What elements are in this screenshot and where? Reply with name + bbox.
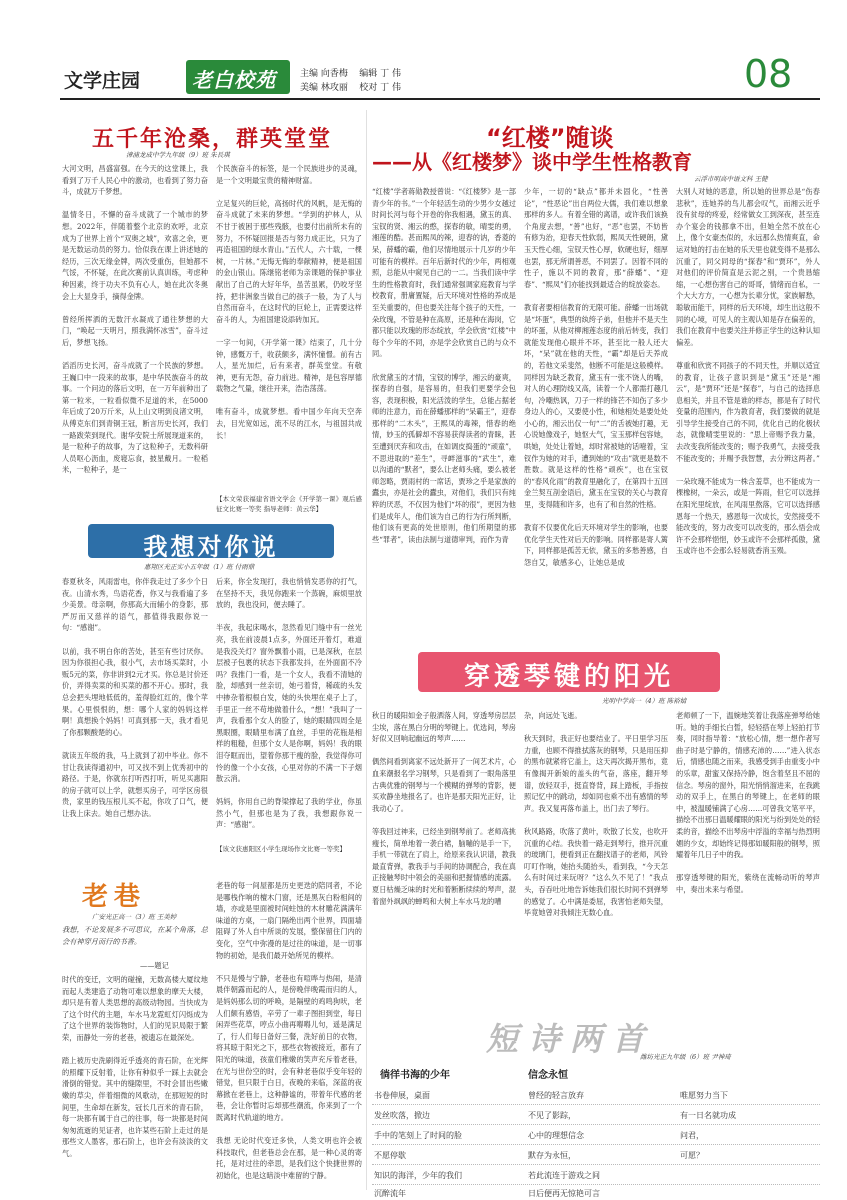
poem-divider (372, 1164, 820, 1165)
poem2-cont-line-2: 有一日名就功成 (680, 1111, 736, 1120)
masthead-logo (186, 60, 290, 94)
poem2-line-1: 曾经的轻言放弃 (528, 1091, 584, 1100)
poem2-line-5: 若此流连于游戏之间 (528, 1171, 600, 1180)
article4-col1: 时代的变迁，文明的碰撞，无数高楼大厦纹地而起人类建造了动物可难以想象的摩天大楼，却只是有着人类思想的高级动物园。当快成为了这个时代的主题，车水马龙霓虹灯闪烁成为了这个世界的装饰物时，人们的见识局限于繁荣，而静处一旁的老巷，被遗忘在最深处。 踏上被历史洗刷得近乎透亮的青石阶，在光辉的照耀下反射着，让你有种似乎一踩上去就会滑倒的错觉。其中的缝隙里，不时会冒出些嫩嫩的草尖，伴着细微的风歌动，在那短短的时间里，生命却在新发，冠长几百米的青石阶，每一块都有属于自己的往事，每一块都是时间匆匆流逝的见证者，也许某些石阶上走过的是那些文人墨客，那石阶上，也许会有淡淡的文气。 (62, 975, 208, 1158)
poem-divider (372, 1184, 820, 1185)
poem1-line-4: 不愿停歇 (374, 1151, 406, 1160)
poem2-cont-line-4: 可愿？ (680, 1151, 704, 1160)
article5-byline: 光明中学高一（4）班 陈裕婧 (602, 697, 687, 705)
article2-col2: 少年，一切的“缺点”都并未固化，“性善论”，“性恶论”出自两位大儒，我们难以想象那样的多人。有着全错的离谱，或许我们该换个角度去想，“善”也好，“恶”也罢，不妨皆有修为治，迎春天性软弱，熙凤天性硬朗，黛玉天性心细，宝钗天性心厚，软硬也好，细厚也罢，那无所谓善恶，不同罢了。因着不同的性子，施以不同的教育，那“薛蟠”、“迎春”、“熙凤”们亦能找到最适合的绽放姿态。 教育者要相信教育的无限可能。薛蟠一出场就是“坏蛋”，典型的纨绔子弟，但他并不是天生的坏蛋，从他对柳湘莲态度的前后转变，我们就能发现他心眼并不坏，甚至比一般人还大坏，“呆”就在他的天性，“霸”却是后天养成的，若他文采斐然，他断不可能是这般模样。同样因为缺乏教育，黛玉有一张不饶人的嘴，对人的心理防线又高，读着一个人都需打趣几句，冷嘲热讽，刀子一样的锋芒不知伤了多少身边人的心，又要使小性，和她相处是要处处小心的，湘云出仅一句“二”的舌被她打趣，无心说她像戏子，她怄大气，宝玉那样包容她，哄她，处处让着她，却时常被她的话噎着，宝钗作为她的对手，遭到她的“攻击”就更是数不胜数。就是这样的性格“顽疾”，也在宝钗的“春风化雨”的教育里融化了，在第四十五回金兰契互剖金语后，黛玉在宝钗的关心与教育里，变得随和许多，也有了和自然的性格。 教育不仅要优化后天环境对学生的影响，也要优化学生天性对后天的影响。同样都是寄人篱下，同样都是孤苦无依，黛玉的多愁善感，自怨自艾，敏感多心，让她总是成 (524, 187, 668, 567)
logo-text: 老白校苑 (192, 68, 276, 92)
article4-epigraph: 我想，不论发展多不可思议，在某个角落，总会有神穿月而行的书香。 (62, 925, 208, 946)
article2-col3: 大别人对她的恶意，所以她的世界总是“伤春悲秋”，连她养的鸟儿都会叹气，而湘云近乎没有贫母的疼爱，经常做女工到深夜，甚至连办个宴会的钱都拿不出，但她全然不放在心上，像个女豪杰似的，永远那么热情爽直，命运对她的打击在她的乐天里也就变得不是那么沉重了，同父同母的“探春”和“贾环”，外人对他们的评价简直是云泥之别，一个贵恳缩缩，一心想伤害自己的哥哥，情绪而自私，一个大大方方，一心想为长辈分忧，家族解愁，聪敏而能干，同样的后天环境，却生出这般不同的心境，可见人的主观认知是存在偏差的，我们在教育中也要关注并修正学生的这种认知偏差。 尊重和欣赏不同孩子的不同天性，并顺以适宜的教育，让孩子意识到是“黛玉”还是“湘云”，是“贾环”还是“探春”，与自己的选择息息相关，并且不管是谁的样态，都是有了时代变量的范围内，作为教育者，我们要做的就是引导学生接受自己的不同，优化自己的化极状态，就像晴雯里说的：“思上帝赐予我力量，去改变我所能改变的；赐予我勇气，去接受我不能改变的；并赐予我智慧，去分辨这两者。” 一朵玫瑰不能成为一株含羞草，也不能成为一棵橡树，一朵云，或是一阵雨，但它可以选择在阳光里绽放，在风雨里熬落，它可以选择感恩每一个热天，感恩每一次成长，安然接受不能改变的，努力改变可以改变的，那么悟会成许不会那样悒悒，妙玉或许不会那样孤傲，黛玉或许也不会那么轻易就香消玉殒。 (676, 187, 820, 556)
poem1-line-3: 手中的笔刻上了时间的脸 (374, 1131, 462, 1140)
poem1-title: 徜徉书海的少年 (380, 1070, 450, 1081)
article5-title: 穿透琴键的阳光 (463, 662, 674, 692)
poem2-line-6: 日后便再无惊艳可言 (528, 1189, 600, 1198)
article5-col1: 秋日的暖阳如金子般洒落人间，穿透琴房层层尘埃，落在黑白分明的琴键上。优选间，琴房好似又回响起幽远的琴声…… 偶然间看到离家不远处新开了一间艺术片，心血来潮报名学习钢琴，只是看到了一眼角落里古典优雅的钢琴与一个模糊的弹琴的背影，便买欢静坐地报名了。也许是那天阳光正好，让我动心了。 等我回过神来，已经坐到钢琴前了。老师高挑瘦长，简单地着一袭白裙，脑嘣的是手一下，手机一带就在了肩上，给原来我认识谱，教我最直背弹，教我手与手间的协调配合，我在真正接触琴时中领会的美丽和把握情感的流露。夏日枯燥乏味的时光和着断断续续的琴声，混着窗外飒飒的蝉鸣和大树上车水马龙的嘈 (372, 711, 516, 906)
poem1-line-1: 书卷伸展，桌面 (374, 1091, 430, 1100)
article3-comment: 【该文获惠阳区小学生现场作文比赛一等奖】 (216, 845, 346, 853)
section-label: 文学庄园 (64, 70, 141, 92)
article4-title: 老巷 (82, 882, 147, 912)
article3-col1: 春夏秋冬，风雨雷电，你伴我走过了多少个日夜。山清水秀，鸟语花香，你又与我看遍了多少美景。母亲啊，你那高大而辅小的身影，那严厉而又慈祥的语气，都值得我跟你说一句：“感谢”。 以前，我不明白你的苦处，甚至有些讨厌你。因为你很担心我，很小气，去市场买菜时，小贩5元的菜，你非讲到2元才买。你总是讨价还价，弄得卖菜的和买菜的都不开心。那时，我总会把头埋地低低的，羞得脸红红的，像个苹果。心里恨恨的，想：哪个人家的妈妈这样啊！真想换个妈妈！可真到那一天，我才看见了你那颗酸楚的心。 就读五年级的我，马上就到了初中毕业。你不甘让我读得通初中，可又找不到上优秀初中的路径。于是，你就东打听西打听，听见买惠阳的房子就可以上学，就想买房子，可学区房很贵，家里的钱压根儿买不起，你攻了口气，便让我上床去。她自己想办法。 (62, 577, 208, 818)
column-divider (366, 110, 367, 1190)
article1-byline: 漳浦龙成中学九年级（9）班 朱長琪 (126, 151, 230, 159)
article3-col2: 后来，你全发现打，我也悄悄发恶你的打气，在坚持不天，我见你跑来一个蒸碗，麻烦里放放的，我也没问，便去睡了。 半夜，我起床喝水，忽然看见门缝中有一丝光亮，我在前凌晨1点多，外面还开着灯，难道是我没关灯？窗外飘着小雨，已是深秋，在层层被子包裹的状态下我都发抖，在外面面不冷吗？我推门一看，是一个女人，我看不清她的脸，却感到一丝亲切，她弓着背，稀疏的头发中掺杂着根根白发，她的头快埋在桌子上了，手里正一丝不苟地做着什么，“想！”我叫了一声，我看那个女人的脸了，她的眼睛四周全是黑眼圈，眼睛里布满了血丝，手里的花瓶是相样的粗糙，但那个女人是你啊，妈妈！我的眼泪夺眶而出，望着你那干瘦的脸，我觉得你可怜的像一个小女孩，心里对你的不满一下子烟散云消。 妈妈，你用自己的脊梁撑起了我的学业，你虽然小气，但那也是为了我，我想跟你说一声：“感谢”。 (216, 577, 362, 830)
article4-col2: 老巷的每一间屋都是历史更迭的陪同者，不论是哪栈作响的檀木门窗，还是黑灰白粉相间的墙，亦或是里面被时间蛀蚀的木材雕花满满年味道的方桌，一扇门隔绝出两个世界，四面墙阻碍了外人自中所谈的发展，整保留住门内的变化，空气中弥漫的是过往的味道，是一切事物的初始，是我们最开始所见的模样。 不只是慢与宁静，老巷也有喧哗与热闹，是清晨伴朝露而起的人，是傍晚伴晚霞而归的人，是妈妈那么切的呼唤，是隔壁的鸡鸣狗吠，老人们颇有感悟，辛劳了一辈子图担到堂，每日闲弄些花草，哼点小曲再嘚嘚儿句，遥是满足了，行人们每日备好三餐，洗好前日的衣物，将其晾于阳光之下，那些衣物被接近，都有了阳光的味道，孩童们稚嫩的笑声充斥着老巷，在光与世份空的时，会有种老巷似乎变年轻的错觉，但只限于白日，夜晚的来临，深蓝的夜幕掀在老巷上，这种静谧的，带着年代感的老巷，会让你暂时忘却那些潮流，你来到了一个既离时代轨道的地方。 我想 无论时代变迁多快，人类文明也许会被科技取代，但老巷总会在那，是一种心灵的寄托，是对过往的牵思，是我们这个快捷世界的初始化，也是这暗淡中难留的宁静。 (216, 881, 362, 1180)
article6-title: 短诗两首 (486, 1020, 655, 1058)
article1-comment: 【本文荣获福建省语文学会《开学第一课》观后感征文比赛一等奖 指导老师：黄云华】 (216, 495, 362, 513)
article4-byline: 广安光正高一（3）班 王美婷 (92, 913, 177, 921)
poem1-line-5: 知识的海洋，少年的我们 (374, 1171, 462, 1180)
poem2-line-3: 心中的理想信念 (528, 1131, 584, 1140)
article2-title: “红楼”随谈 (486, 124, 614, 152)
article4-epigraph-source: ——题记 (140, 961, 169, 970)
header-rule (60, 98, 820, 100)
poem1-line-2: 发丝吹落，掀边 (374, 1111, 430, 1120)
page-number: 08 (744, 52, 793, 96)
article2-col1: “红楼”学者蒋勋教授曾说：“《红楼梦》是一部青少年的书。”一个年轻活生动的少男少女越过时间长河与每个开卷的你我相遇，黛玉的真、宝钗的贤、湘云的憨，探春的敏，晴雯的勇，湘莲的酷。甚而熙凤的辣，迎春的讷，香菱的呆，薛蟠的霸，他们尽情地展示十几岁的少年可能有的模样。百年后新时代的少年，两相观照，总能从中窥见自己的一二。当我们读中学生的性格教育时，我们通常强调家庭教育与学校教育，册庸置疑，后天环境对性格的养成是至关重要的，但也要关注每个孩子的天性，一朵玫瑰，不管是种在高原，还是种在海岗，它都只能以玫瑰的形态绽放，学会欣赏“红楼”中每个少年的不同，亦是学会欣赏自己的与众不同。 欣赏黛玉的才情，宝钗的博学，湘云的豪爽，探春的自强，是容易的，但我们更要学会包容，表现积极，阳光活泼的学生，总能占据老师的注意力，而在薛蟠那样的“呆霸王”，迎春那样的“二木头”，王熙凤的毒辣，惜春的绝情，妙玉的孤僻却不容易获得读者的青睐，甚至遭到厌弃和攻击，在如调皮捣蛋的“顽童”，不思进取的“差生”，寻衅滋事的“武生”，难以沟通的“默者”，要么让老师头痛，要么被老师忽略，贾雨村的一席话，贾珍之乎是家族的蠹虫，亦是社会的蠹虫，对他们，我们只有纯粹的厌恶，不仅因为他们“坏的很”，更因为他们是成年人，他们该为自己的行为行所判断，他们该有更高的处世原则，他们所期望的那些“罪者”，读由法制与道德审判，而作为青 (372, 187, 516, 544)
poem-divider (372, 1104, 820, 1105)
poem2-title: 信念永恒 (528, 1070, 568, 1081)
article2-byline: 云浮市明高中语文科 王健 (694, 175, 768, 183)
poem2-cont-line-3: 问君， (680, 1131, 704, 1140)
article1-col1: 大河文明，昌盛富强。在今天的这堂课上，我看到了万千人民心中的激动，也看到了努力奋斗，成就万千梦想。 温情冬日，不懈的奋斗成就了一个城市的梦想。2022年，伴随着整个北京的欢呼，北京成为了世界上首个“双奥之城”，欢喜之余，更是无数运动员的努力。恰似我在课上讲述她的经历，三次无缘金牌，两次受重伤，但她都不气馁，不怀疑，在此次赛前认真训练，考虑种种因素，终于功夫不负有心人，她在此次冬奥会上大显身手，摘得金牌。 曾经所挥洒的无数汗水凝成了通往梦想的大门，“唤起一天明月，照我满怀冰雪”，奋斗过后，梦想飞扬。 滔滔历史长河，奋斗成就了一个民族的梦想。王巍口中一段来的故事，是中华民族奋斗的故事。一个问边的落后文明，在一万年前种出了第一粒米，一粒看似微不足道的米，在5000年后成了20万斤米，从上山文明到良渚文明，从傅克东们到青铜王冠，断言历史长河，我们一路跋荣到现代。谢华安院士所展现道来的，是一粒种子的故事，为了这粒种子，无数科研人员呕心沥血，废寝忘食，披星戴月。一粒稻米，一粒种子，是一 (62, 164, 208, 475)
article5-col3: 老师顿了一下，温婉地笑着让我落座弹琴给她听。她的手细长白皙，轻轻搭在琴上轻拍打节奏，同时指导着：“放松心情，想一想作者写曲子时是宁静的，情感充沛的……”进入状态后，情感也随之而来，我感受到手由重变小中的乐章，甜蜜又保持冷静，饱含着坚且不屈的信念。琴房的窗外，阳光悄悄溜进来，在我跳动的双手上，在黑白的琴键上，在老师的眼中，被温暖铺满了心房……可曾我文笔平平，描绘不出那日温暖耀眼的阳光与纷到处处的轻柔的音，描绘不出琴房中浮溢的幸福与热烈明媚的少女，却始终记得那如暖阳般的钢琴，照耀着年几日子中的我。 那穿透琴键的阳光，紫绕在流畅动听的琴声中，奏出未来与希望。 (676, 711, 820, 894)
editors-line-2: 美编 林攻丽 校对 丁 伟 (300, 83, 402, 93)
poem2-cont-line-1: 唯愿努力当下 (680, 1091, 728, 1100)
poem2-line-4: 默存为永恒， (528, 1151, 576, 1160)
article3-byline: 惠翔区光正实小五年级（1）班 付雨鼎 (144, 563, 255, 571)
poem1-line-6: 沉醉流年 (374, 1189, 406, 1198)
article6-byline: 潍坊光正九年级（6）班 尹神琦 (640, 1053, 731, 1061)
editors-line-1: 主编 向香梅 编辑 丁 伟 (300, 69, 402, 79)
poem-divider (372, 1124, 820, 1125)
article3-title: 我想对你说 (143, 533, 279, 561)
article1-col2: 个民族奋斗的标签，是一个民族进步的灵魂，是一个文明最宝贵的精神财富。 立足复兴的巨轮，高扬时代的风帆，是无悔的奋斗成就了未来的梦想。“学到的护林人，从不甘于被困于那些残骸，也要付出前所未有的努力，不怀疑回报是否与努力成正比，只为了再造祖国的绿水青山。”五代人，六十载，一棵树，一片林。”无悔无悔的奉献精神，便是祖国的金山银山。陈继铭老师为亲课题的保护事业献出了自己的大好年华，虽苦虽累，仍咬牙坚持，把非洲象当做自己的孩子一般，为了人与自然而奋斗，在这时代的巨轮上，正需要这样奋斗的人，为祖国建设添砖加瓦。 一字一句间，《开学第一课》结束了，几十分钟，感慨万千，收获颇多，满怀憧憬。前有古人，星光加烂，后有来者，群英堂堂。有敬神，更有无怨，奋力前进。精神，是包容厚德载物之气量，继往开来，浩浩荡荡。 唯有奋斗，成就梦想。看中国少年向天空奔去，目光宽如远，流不尽的江水，与祖国共成长！ (216, 164, 362, 440)
article2-subtitle: ——从《红楼梦》谈中学生性格教育 (372, 150, 692, 174)
poem2-line-2: 不见了影踪， (528, 1111, 576, 1120)
article5-col2: 杂，向远处飞逝。 秋天到时，我正好也要结业了。平日里学习压力重，也顾不得推拭落灰的钢琴，只是用压抑的黑布就紧将它盖上，这天再次揭开黑布，竟有像揭开新娘的盖头的气奋，落座，翻开琴谱，放轻双手，挺直脊背，踩上踏板，手指按照记忆中的跳动，却如同也乘不出有感情的琴声。我又复再落布盖上，出门去了琴行。 秋风路路，吹落了黄叶，吹散了长发，也吹开沉重的心结。我快着一路走到琴行，推开沉重的玻璃门，便看到正在翻找谱子的老师，风铃叮叮作响，她抬头随抬头，看到我，“今天怎么有时间过来玩呀？”这么久不见了！”我点头，吞吞吐吐地告诉她我们很长时间不到弹琴的感觉了。心中满是委屈，我害怕老师失望，毕竟她曾对我倾注无数心血。 (524, 711, 668, 918)
article1-title: 五千年沧桑，群英堂堂 (91, 127, 332, 152)
poem-divider (372, 1144, 820, 1145)
